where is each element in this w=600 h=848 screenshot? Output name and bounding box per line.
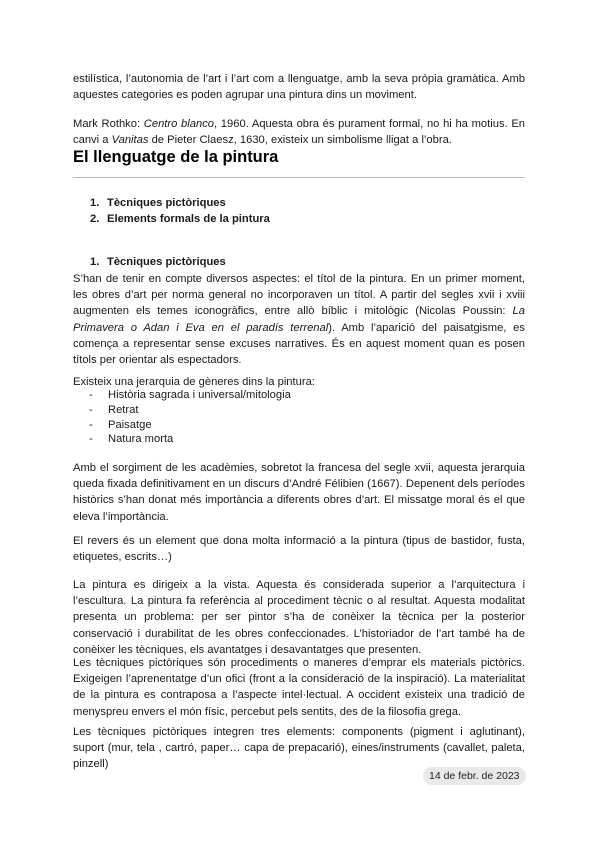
toc-item[interactable] <box>90 196 542 212</box>
section-heading: El llenguatge de la pintura <box>73 148 279 166</box>
revers-paragraph: El revers és un element que dona molta informació a la pintura (tipus de bastidor, fusta, etiquetes, escrits…) <box>73 535 525 564</box>
rothko-title: Centro blanco <box>143 118 215 130</box>
subsection-title-row <box>90 255 542 271</box>
academies-paragraph: Amb el sorgiment de les acadèmies, sobretot la francesa del segle xvii, aquesta jerarquia queda fixada definitivament en un discurs d’André Félibien (1667). Depenent dels períodes històrics s’han donat més importància a diferents obres d’art. El missatge moral és el que eleva l’importància. <box>73 462 525 523</box>
section-divider <box>73 177 525 178</box>
genre-item: - Història sagrada i universal/mitologia <box>89 389 291 401</box>
subsection-heading <box>90 255 542 271</box>
subsection-title: Tècniques pictòriques <box>107 256 226 268</box>
title-text-2: ). Amb l’aparició del paisatgisme, es comença a representar sense excuses narratives. És en aquest moment quan es posen títols per orientar als espectadors. <box>73 321 525 367</box>
toc-item[interactable] <box>90 212 542 228</box>
genre-item: - Natura morta <box>89 433 174 446</box>
vision-paragraph: La pintura es dirigeix a la vista. Aquesta és considerada superior a l’arquitectura i l’escultura. La pintura fa referència al procediment tècnic o al resultat. Aquesta modalitat presenta un problema: per ser pintor s’ha de conèixer la tècnica per la posterior conservació i durabilitat de les obres confeccionades. L’historiador de l’art també ha de conèixer les tècniques, els avantatges i desavantatges que presenten. <box>73 579 525 656</box>
toc-label: Tècniques pictòriques <box>107 197 226 209</box>
techniques-paragraph: Les tècniques pictòriques són procediments o maneres d’emprar els materials pictòrics. Exigeigen l’aprenentatge d’un ofici (front a la consideració de la inspiració). La materialitat de la pintura es contraposa a l’aspecte intel·lectual. A occident existeix una tradició de menyspreu envers el món físic, percebut pels sentits, des de la filosofia grega. <box>73 657 525 718</box>
genre-label: Paisatge <box>108 418 152 431</box>
genre-item: - Retrat <box>89 403 139 416</box>
genres-intro: Existeix una jerarquia de gèneres dins la pintura: <box>73 376 315 388</box>
genre-label: Història sagrada i universal/mitologia <box>108 389 291 401</box>
genre-item: - Paisatge <box>89 418 152 431</box>
title-text: S’han de tenir en compte diversos aspectes: el títol de la pintura. En un primer moment, les obres d’art per norma general no incorporaven un títol. A partir del segles xvii i xviii augmenten els temes iconogràfics, entre allò bíblic i mitològic (Nicolas Poussin: <box>73 273 525 318</box>
rothko-text: Mark Rothko: <box>73 118 144 130</box>
genres-list <box>73 388 525 447</box>
title-paragraph <box>73 271 525 368</box>
date-chip[interactable]: 14 de febr. de 2023 <box>423 767 526 785</box>
toc-number: 1. <box>90 197 100 209</box>
elements-paragraph: Les tècniques pictòriques integren tres elements: components (pigment i aglutinant), suport (mur, tela , cartró, paper… capa de prepacarió), eines/instruments (cavallet, paleta, pinzell) <box>73 726 525 771</box>
toc-label: Elements formals de la pintura <box>107 212 270 225</box>
vanitas-title: Vanitas <box>111 134 149 147</box>
rothko-paragraph <box>73 116 525 148</box>
intro-paragraph: estilística, l’autonomia de l’art i l’art com a llenguatge, amb la seva pròpia gramàtica. Amb aquestes categories es poden agrupar una pintura dins un moviment. <box>73 73 525 102</box>
genre-label: Natura morta <box>108 433 174 446</box>
genre-label: Retrat <box>108 403 139 416</box>
toc-number: 2. <box>90 212 100 225</box>
poussin-title: La Primavera o Adan i Eva en el paradís terrenal <box>73 305 525 334</box>
toc-list <box>90 196 542 227</box>
rothko-text-3: de Pieter Claesz, 1630, existeix un simbolisme lligat a l’obra. <box>148 134 452 147</box>
subsection-number: 1. <box>90 256 100 268</box>
rothko-text-2: , 1960. Aquesta obra és purament formal, no hi ha motius. En canvi a <box>73 118 526 147</box>
